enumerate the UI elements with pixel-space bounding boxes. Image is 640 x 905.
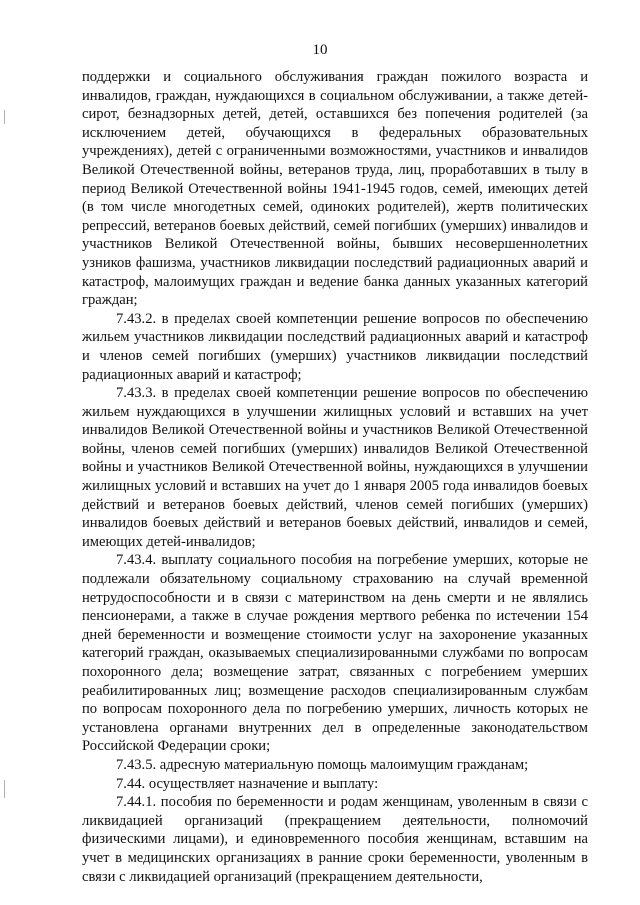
paragraph-continuation: поддержки и социального обслуживания граждан пожилого возраста и инвалидов, граждан, нуждающихся в социальном обслуживании, а также детей-сирот, безнадзорных детей, детей, оставшихся без попечения родителей (за исключением детей, обучающихся в федеральных образовательных учреждениях), детей с ограниченными возможностями, участников и инвалидов Великой Отечественной войны, ветеранов труда, лиц, проработавших в тылу в период Великой Отечественной войны 1941-1945 годов, семей, имеющих детей (в том числе многодетных семей, одиноких родителей), жертв политических репрессий, ветеранов боевых действий, семей погибших (умерших) инвалидов и участников Великой Отечественной войны, бывших несовершеннолетних узников фашизма, участников ликвидации последствий радиационных аварий и катастроф, малоимущих граждан и ведение банка данных указанных категорий граждан; (82, 69, 588, 309)
paragraph-7-43-5: 7.43.5. адресную материальную помощь малоимущим гражданам; (116, 756, 529, 773)
paragraph-7-43-4: 7.43.4. выплату социального пособия на погребение умерших, которые не подлежали обязательному социальному страхованию на случай временной нетрудоспособности и в связи с материнством на день смерти и не являлись пенсионерами, а также в случае рождения мертвого ребенка по истечении 154 дней беременности и возмещение стоимости услуг на захоронение указанных категорий граждан, оказываемых специализированными службами по вопросам похоронного дела; возмещение затрат, связанных с погребением умерших реабилитированных лиц; возмещение расходов специализированным службам по вопросам похоронного дела по погребению умерших, личность которых не установлена органами внутренних дел в определенные законодательством Российской Федерации сроки; (82, 552, 588, 755)
scan-margin-mark (4, 780, 5, 798)
paragraph-7-43-3: 7.43.3. в пределах своей компетенции решение вопросов по обеспечению жильем нуждающихся в улучшении жилищных условий и вставших на учет инвалидов Великой Отечественной войны и участников Великой Отечественной войны, членов семей погибших (умерших) инвалидов Великой Отечественной войны и участников Великой Отечественной войны, нуждающихся в улучшении жилищных условий и вставших на учет до 1 января 2005 года инвалидов боевых действий и ветеранов боевых действий, членов семей погибших (умерших) инвалидов боевых действий и ветеранов боевых действий, инвалидов и семей, имеющих детей-инвалидов; (82, 385, 588, 550)
paragraph-7-44-1: 7.44.1. пособия по беременности и родам женщинам, уволенным в связи с ликвидацией организаций (прекращением деятельности, полномочий физическими лицами), и единовременного пособия женщинам, вставшим на учет в медицинских организациях в ранние сроки беременности, уволенным в связи с ликвидацией организаций (прекращением деятельности, (82, 794, 588, 885)
page-number: 10 (312, 42, 328, 58)
paragraph-7-44: 7.44. осуществляет назначение и выплату: (116, 775, 379, 792)
scan-margin-mark (4, 110, 5, 124)
document-body (82, 68, 588, 886)
paragraph-7-43-2: 7.43.2. в пределах своей компетенции решение вопросов по обеспечению жильем участников ликвидации последствий радиационных аварий и катастроф и членов семей погибших (умерших) участников ликвидации последствий радиационных аварий и катастроф; (82, 310, 588, 383)
